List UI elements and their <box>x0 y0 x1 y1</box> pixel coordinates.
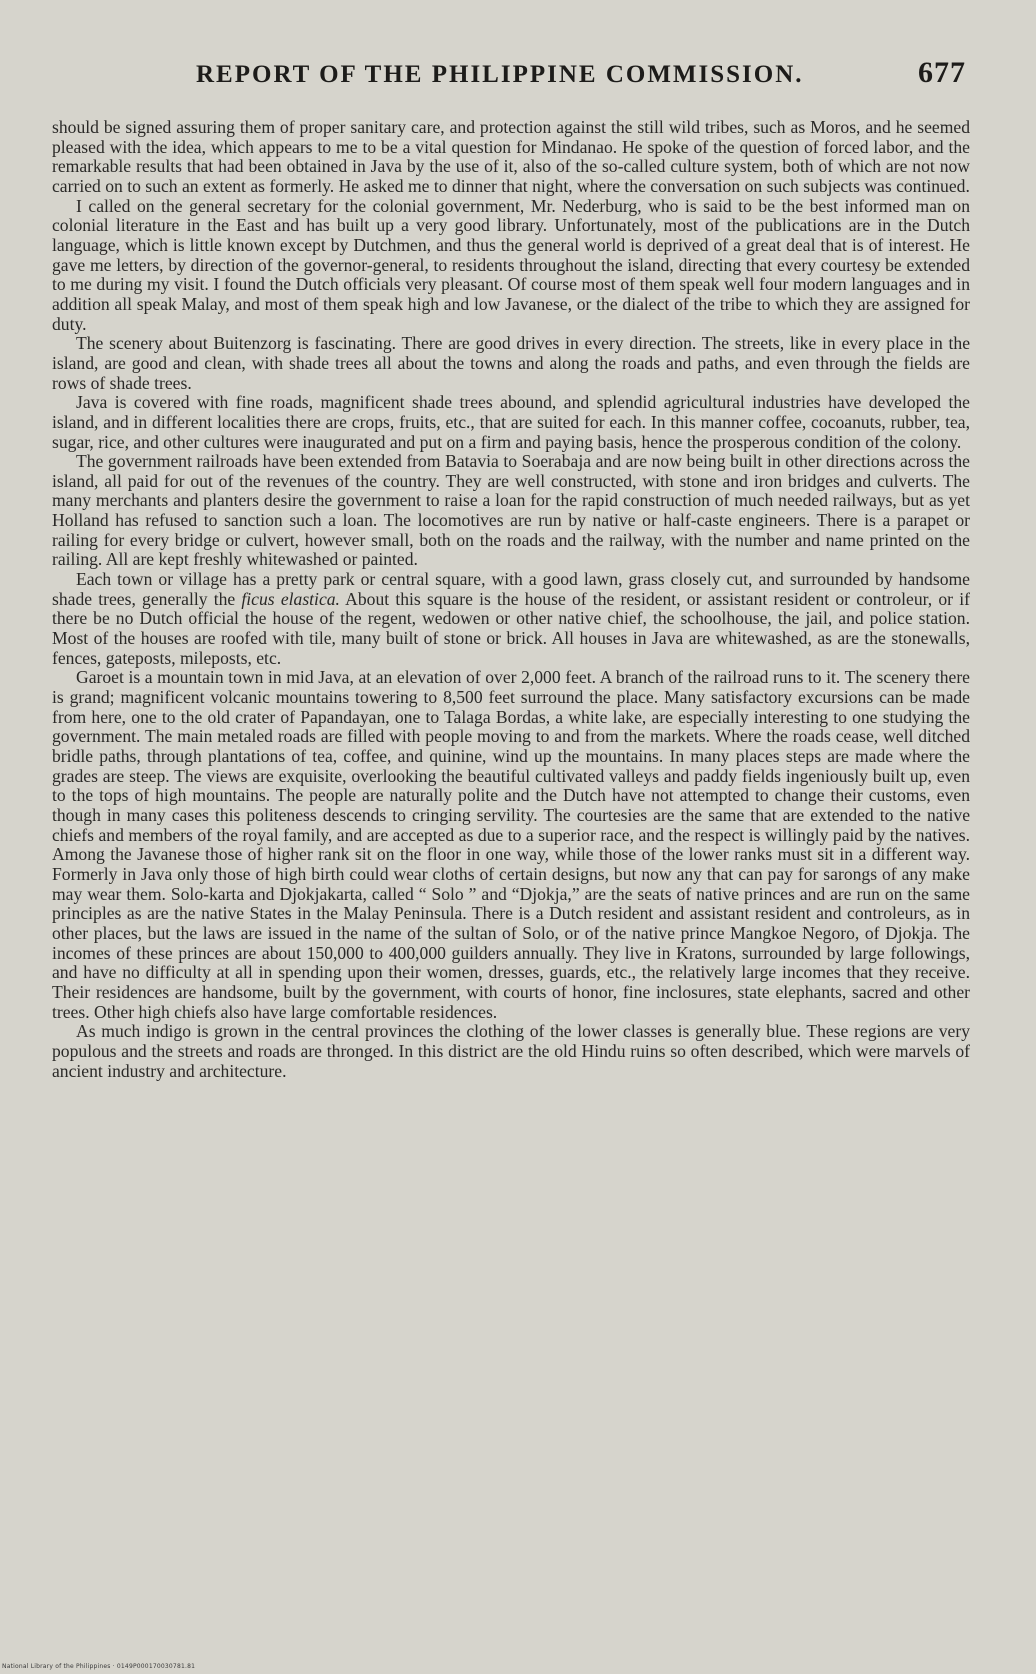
page-header <box>196 56 966 90</box>
library-stamp: National Library of the Philippines · 0149P000170030781.81 <box>2 1663 196 1670</box>
paragraph: Garoet is a mountain town in mid Java, at an elevation of over 2,000 feet. A branch of the railroad runs to it. The scenery there is grand; magnificent volcanic mountains towering to 8,500 feet surround the place. Many satisfactory excursions can be made from here, one to the old crater of Papandayan, one to Talaga Bordas, a white lake, are especially interesting to one studying the government. The main metaled roads are filled with people moving to and from the markets. Where the roads cease, well ditched bridle paths, through plantations of tea, coffee, and quinine, wind up the mountains. In many places steps are made where the grades are steep. The views are exquisite, overlooking the beautiful cultivated valleys and paddy fields ingeniously built up, even to the tops of high mountains. The people are naturally polite and the Dutch have not attempted to change their customs, even though in many cases this politeness descends to cringing servility. The courtesies are the same that are extended to the native chiefs and members of the royal family, and are accepted as due to a superior race, and the respect is willingly paid by the natives. Among the Javanese those of higher rank sit on the floor in one way, while those of the lower ranks must sit in a different way. Formerly in Java only those of high birth could wear cloths of certain designs, but now any that can pay for sarongs of any make may wear them. Solo-karta and Djokjakarta, called “ Solo ” and “Djokja,” are the seats of native princes and are run on the same principles as are the native States in the Malay Peninsula. There is a Dutch resident and assistant resident and controleurs, as in other places, but the laws are issued in the name of the sultan of Solo, or of the native prince Mangkoe Negoro, of Djokja. The incomes of these princes are about 150,000 to 400,000 guilders annually. They live in Kratons, surrounded by large followings, and have no difficulty at all in spending upon their women, dresses, guards, etc., the relatively large incomes that they receive. Their residences are handsome, built by the government, with courts of honor, fine inclosures, state elephants, sacred and other trees. Other high chiefs also have large comfortable residences. <box>52 667 970 1022</box>
paragraph: The government railroads have been extended from Batavia to Soerabaja and are now being built in other directions across the island, all paid for out of the revenues of the country. They are well constructed, with stone and iron bridges and culverts. The many merchants and planters desire the government to raise a loan for the rapid construction of much needed railways, but as yet Holland has refused to sanction such a loan. The locomotives are run by native or half-caste engineers. There is a parapet or railing for every bridge or culvert, however small, both on the roads and the railway, with the number and name printed on the railing. All are kept freshly whitewashed or painted. <box>52 451 970 570</box>
paragraph: Java is covered with fine roads, magnificent shade trees abound, and splendid agricultural industries have developed the island, and in different localities there are crops, fruits, etc., that are suited for each. In this manner coffee, cocoanuts, rubber, tea, sugar, rice, and other cultures were inaugurated and put on a firm and paying basis, hence the prosperous condition of the colony. <box>52 392 970 452</box>
paragraph: As much indigo is grown in the central provinces the clothing of the lower classes is generally blue. These regions are very populous and the streets and roads are thronged. In this district are the old Hindu ruins so often described, which were marvels of ancient industry and architecture. <box>52 1021 970 1081</box>
italic-term: ficus elastica. <box>241 588 340 609</box>
paragraph-text: About this square is the house of the resident, or assistant resident or controleur, or if there be no Dutch official the house of the regent, wedowen or other native chief, the schoolhouse, the jail, and police station. Most of the houses are roofed with tile, many built of stone or brick. All houses in Java are whitewashed, as are the stonewalls, fences, gateposts, mileposts, etc. <box>52 588 970 668</box>
paragraph-text: Each town or village has a pretty park or central square, with a good lawn, grass closely cut, and surrounded by handsome shade trees, generally the <box>52 569 970 609</box>
page-number: 677 <box>918 56 966 89</box>
paragraph: should be signed assuring them of proper sanitary care, and protection against the still wild tribes, such as Moros, and he seemed pleased with the idea, which appears to me to be a vital question for Mindanao. He spoke of the question of forced labor, and the remarkable results that had been obtained in Java by the use of it, also of the so-called culture system, both of which are not now carried on to such an extent as formerly. He asked me to dinner that night, where the conversation on such subjects was continued. <box>52 117 970 196</box>
body-text <box>52 118 970 1081</box>
paragraph: The scenery about Buitenzorg is fascinating. There are good drives in every direction. The streets, like in every place in the island, are good and clean, with shade trees all about the towns and along the roads and paths, and even through the fields are rows of shade trees. <box>52 333 970 393</box>
paragraph <box>52 570 970 668</box>
paragraph: I called on the general secretary for the colonial government, Mr. Nederburg, who is said to be the best informed man on colonial literature in the East and has built up a very good library. Unfortunately, most of the publications are in the Dutch language, which is little known except by Dutchmen, and thus the general world is deprived of a great deal that is of interest. He gave me letters, by direction of the governor-general, to residents throughout the island, directing that every courtesy be extended to me during my visit. I found the Dutch officials very pleasant. Of course most of them speak well four modern languages and in addition all speak Malay, and most of them speak high and low Javanese, or the dialect of the tribe to which they are assigned for duty. <box>52 195 970 334</box>
running-title: REPORT OF THE PHILIPPINE COMMISSION. <box>196 61 804 88</box>
